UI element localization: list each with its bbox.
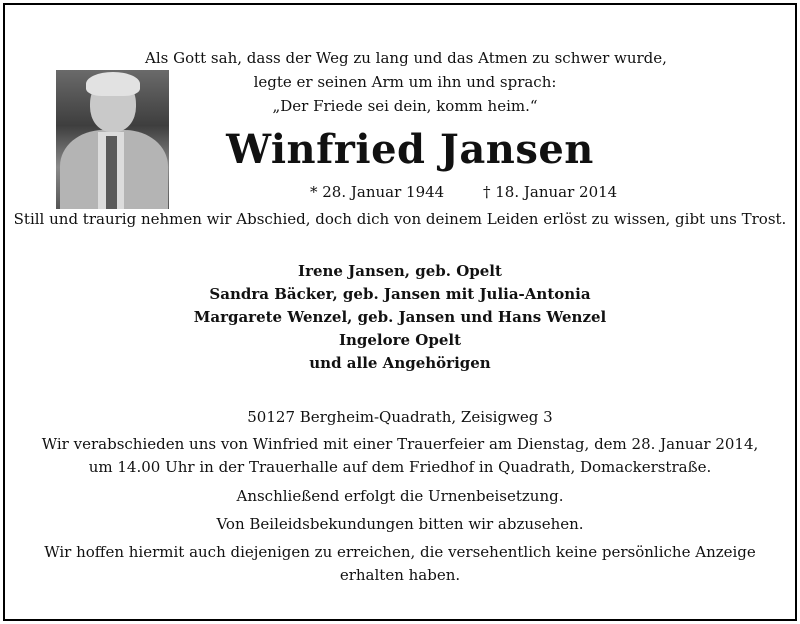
mourner-3: Margarete Wenzel, geb. Jansen und Hans Wenzel	[193, 308, 607, 326]
ceremony-line-2: um 14.00 Uhr in der Trauerhalle auf dem Friedhof in Quadrath, Domackerstraße.	[88, 458, 712, 476]
death-date: † 18. Januar 2014	[483, 183, 618, 201]
quote-line-3: „Der Friede sei dein, komm heim.“	[272, 97, 538, 115]
mourner-4: Ingelore Opelt	[338, 331, 462, 349]
address: 50127 Bergheim-Quadrath, Zeisigweg 3	[247, 408, 553, 426]
quote-line-1: Als Gott sah, dass der Weg zu lang und das Atmen zu schwer wurde,	[145, 49, 667, 67]
mourner-1: Irene Jansen, geb. Opelt	[298, 262, 502, 280]
condolence-request: Von Beileidsbekundungen bitten wir abzusehen.	[216, 515, 584, 533]
quote-line-2: legte er seinen Arm um ihn und sprach:	[253, 73, 557, 91]
urn-burial: Anschließend erfolgt die Urnenbeisetzung.	[236, 487, 564, 505]
birth-date: * 28. Januar 1944	[310, 183, 445, 201]
ceremony-line-1: Wir verabschieden uns von Winfried mit einer Trauerfeier am Dienstag, dem 28. Januar 2014,	[41, 435, 759, 453]
closing-line-1: Wir hoffen hiermit auch diejenigen zu erreichen, die versehentlich keine persönliche Anzeige	[44, 543, 756, 561]
mourner-5: und alle Angehörigen	[309, 354, 491, 372]
mourner-2: Sandra Bäcker, geb. Jansen mit Julia-Antonia	[209, 285, 591, 303]
obituary-notice	[3, 3, 797, 621]
farewell-text: Still und traurig nehmen wir Abschied, doch dich von deinem Leiden erlöst zu wissen, gibt uns Trost.	[13, 210, 787, 228]
closing-line-2: erhalten haben.	[339, 566, 461, 584]
deceased-name: Winfried Jansen	[226, 126, 594, 173]
